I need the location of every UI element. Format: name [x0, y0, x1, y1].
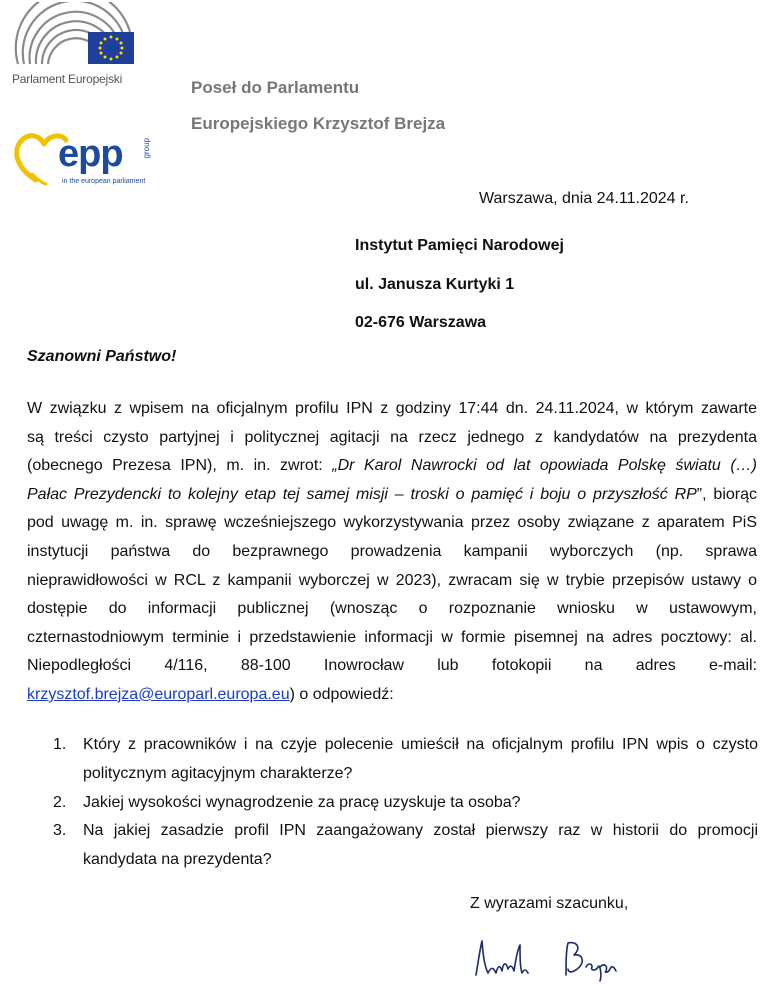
epp-group-text: group	[142, 138, 151, 159]
question-line: politycznym agitacyjnym charakterze?	[83, 764, 353, 782]
epp-group-logo	[10, 128, 160, 188]
body-line	[27, 452, 757, 481]
ep-logo-text: Parlament Europejski	[12, 72, 123, 86]
sender-block	[191, 70, 445, 142]
body-line: pod uwagę m. in. sprawę wcześniejszego wykorzystywania przez osoby związane z aparatem PiS	[27, 514, 757, 532]
quote-text: Pałac Prezydencki to kolejny etap tej samej misji – troski o pamięć i boju o przyszłość RP	[27, 485, 697, 503]
body-line: dostępie do informacji publicznej (wnosząc o rozpoznanie wniosku w ustawowym,	[27, 600, 757, 618]
parliament-hemicycle-icon	[12, 2, 140, 74]
body-line: czternastodniowym terminie i przedstawienie informacji w formie pisemnej na adres pocztowy: al.	[27, 628, 757, 646]
letter-date: Warszawa, dnia 24.11.2024 r.	[479, 190, 689, 207]
question-number: 3.	[53, 822, 67, 839]
quote-text: „Dr Karol Nawrocki od lat opowiada Polskę światu (…)	[332, 457, 758, 475]
sender-line-1: Poseł do Parlamentu	[191, 78, 360, 97]
question-line: Jakiej wysokości wynagrodzenie za pracę uzyskuje ta osoba?	[83, 794, 521, 811]
body-line: są treści czysto partyjnej i politycznej agitacji na rzecz jednego z kandydatów na prezydenta	[27, 428, 757, 446]
question-line: kandydata na prezydenta?	[83, 850, 272, 868]
sender-line-2: Europejskiego Krzysztof Brejza	[191, 114, 446, 133]
question-line: Na jakiej zasadzie profil IPN zaangażowany został pierwszy raz w historii do promocji	[83, 822, 758, 839]
body-line: instytucji państwa do bezprawnego prowadzenia kampanii wyborczych (np. sprawa	[27, 542, 757, 560]
question-item	[53, 817, 758, 874]
question-line: Który z pracowników i na czyje polecenie umieścił na oficjalnym profilu IPN wpis o czysto	[83, 736, 758, 753]
epp-logo-text: epp	[58, 133, 123, 175]
recipient-line-2: ul. Janusza Kurtyki 1	[355, 276, 515, 293]
body-line: Niepodległości 4/116, 88-100 Inowrocław lub fotokopii na adres e-mail:	[27, 657, 757, 675]
body-paragraph	[27, 395, 757, 710]
question-text	[83, 817, 758, 874]
body-line: W związku z wpisem na oficjalnym profilu IPN z godziny 17:44 dn. 24.11.2024, w którym zawarte	[27, 400, 757, 417]
question-text	[83, 731, 758, 788]
greeting: Szanowni Państwo!	[27, 348, 177, 365]
epp-subtitle: in the european parliament	[62, 178, 146, 185]
body-text: (obecnego Prezesa IPN), m. in. zwrot:	[27, 457, 333, 475]
body-line	[27, 681, 757, 710]
question-item	[53, 731, 758, 788]
question-number: 2.	[53, 794, 67, 811]
body-text: ) o odpowiedź:	[289, 685, 394, 703]
body-line	[27, 481, 757, 510]
handwritten-signature-icon	[470, 935, 630, 983]
email-link[interactable]: krzysztof.brejza@europarl.europa.eu	[27, 685, 290, 703]
recipient-line-1: Instytut Pamięci Narodowej	[355, 237, 564, 254]
question-number: 1.	[53, 736, 67, 753]
closing-phrase: Z wyrazami szacunku,	[470, 895, 629, 912]
body-text: ”, biorąc	[696, 485, 757, 503]
question-text	[83, 789, 758, 818]
signature	[470, 935, 630, 983]
question-item	[53, 789, 758, 818]
recipient-line-3: 02-676 Warszawa	[355, 314, 487, 331]
body-line: nieprawidłowości w RCL z kampanii wyborczej w 2023), zwracam się w trybie przepisów ustawy o	[27, 571, 757, 589]
